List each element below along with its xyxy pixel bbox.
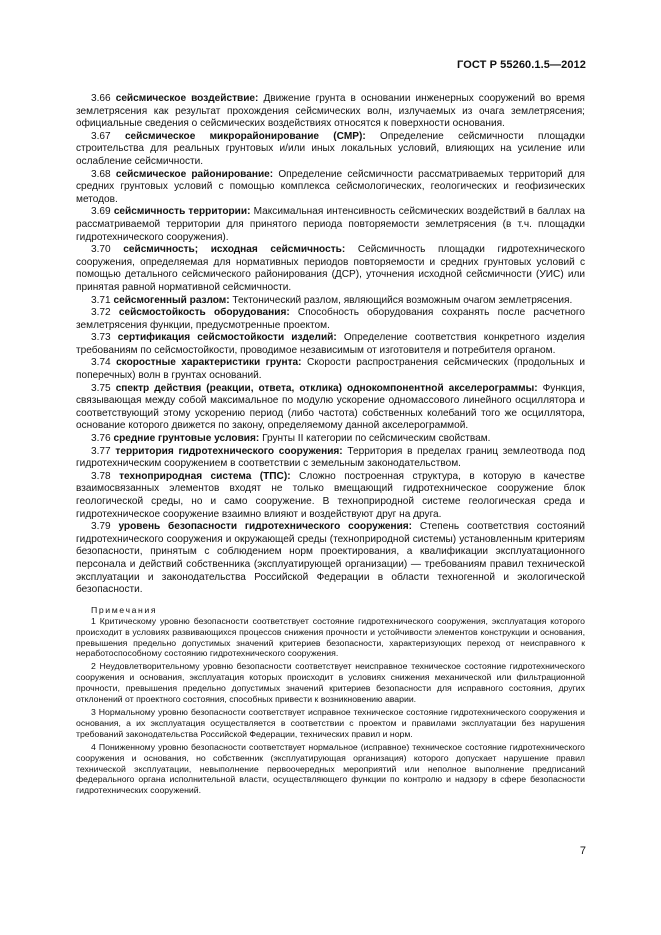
term-definition: Тектонический разлом, являющийся возможным очагом землетрясения. [232, 294, 573, 306]
term-number: 3.74 [91, 357, 111, 369]
note-item: 4 Пониженному уровню безопасности соответствует нормальное (исправное) техническое состояние гидротехнического сооружения и основания, но собственник (эксплуатирующая организация) которого допускает нарушение правил технической эксплуатации, невыполнение первоочередных мероприятий или неполное выполнение предписаний федерального органа исполнительной власти, осуществляющего функции по контролю и надзору в сфере безопасности гидротехнических сооружений. [76, 741, 585, 796]
document-body [76, 93, 585, 798]
term-entry [76, 433, 585, 446]
page-number: 7 [579, 845, 586, 857]
term-name: сейсмогенный разлом: [113, 294, 230, 306]
term-definition: Сложно построенная структура, в которую в качестве взаимосвязанных элементов входят не только вмещающий гидротехническое сооружение блок геологической среды, но и само сооружение. В технoприродной системе геологическая среда и гидротехническое сооружение взаимно влияют и воздействуют друг на друга. [76, 470, 586, 520]
term-number: 3.70 [91, 244, 111, 256]
term-name: сейсмичность территории: [113, 206, 251, 218]
term-entry [76, 357, 585, 382]
term-entry [76, 446, 585, 471]
notes-title: Примечания [91, 604, 158, 615]
term-definition: Максимальная интенсивность сейсмических воздействий в баллах на рассматриваемой территории для принятого периода повторяемости землетрясения (в т.ч. площадки гидротехнического сооружения). [76, 206, 586, 243]
term-definition: Скорости распространения сейсмических (продольных и поперечных) волн в грунтах оснований. [76, 357, 585, 382]
term-definition: Определение сейсмичности рассматриваемых территорий для средних грунтовых условий с помощью комплекса сейсмологических, геологических и геофизических методов. [76, 168, 586, 205]
term-number: 3.69 [91, 206, 111, 218]
note-item: 2 Неудовлетворительному уровню безопасности соответствует неисправное техническое состояние гидротехнического сооружения и основания, эксплуатация которых происходит в условиях снижения механической или фильтрационной прочности, превышения предельно допустимых значений критериев безопасности для исправного состояния, других отклонений от проектного состояния, способных привести к возникновению аварии. [76, 661, 585, 705]
term-name: уровень безопасности гидротехнического сооружения: [118, 521, 413, 533]
term-entry [76, 206, 585, 244]
term-entry [76, 307, 585, 332]
term-name: сейсмостойкость оборудования: [118, 307, 290, 319]
note-item: 1 Критическому уровню безопасности соответствует состояние гидротехнического сооружения, эксплуатация которого происходит в условиях развивающихся процессов снижения прочности и устойчивости элементов конструкции и основания, превышения предельно допустимых значений критериев безопасности, характеризующих переход от неисправного к неработоспособному состоянию гидротехнического сооружения. [76, 615, 585, 659]
term-definition: Определение сейсмичности площадки строительства для реальных грунтовых и/или иных локальных условий, влияющих на усиление или ослабление сейсмичности. [76, 130, 585, 167]
term-definition: Функция, связывающая между собой максимальное по модулю ускорение одномассового линейного осциллятора и соответствующий этому ускорению период (либо частота) собственных колебаний того же осциллятора, основание которого движется по закону, определяемому данной акселерограммой. [76, 382, 585, 432]
term-number: 3.68 [91, 168, 111, 180]
term-entry [76, 131, 585, 169]
term-name: территория гидротехнического сооружения: [115, 445, 343, 457]
term-name: сейсмическое районирование: [115, 168, 274, 180]
term-entry [76, 169, 585, 207]
term-entry [76, 295, 585, 308]
term-entry [76, 471, 585, 521]
term-definition: Степень соответствия состояний гидротехнического сооружения и окружающей среды (технoприродной системы) установленным критериям безопасности, принятым с соблюдением норм проектирования, а квалификации эксплуатационного персонала и действий собственника (эксплуатирующей организации) — требованиям правил технической эксплуатации и законодательства Российской Федерации в области техногенной и экологической безопасности. [76, 521, 585, 596]
term-name: спектр действия (реакции, ответа, отклика) однокомпонентной акселерограммы: [115, 382, 538, 394]
term-definition: Территория в пределах границ землеотвода под гидротехническим сооружением в соответствии с земельным законодательством. [76, 445, 585, 470]
term-definition: Грунты II категории по сейсмическим свойствам. [262, 433, 491, 445]
terms-list [76, 93, 585, 597]
term-entry [76, 521, 585, 597]
term-number: 3.73 [91, 332, 111, 344]
term-name: технoприродная система (ТПС): [119, 470, 291, 482]
term-entry [76, 383, 585, 433]
term-name: сейсмичность; исходная сейсмичность: [123, 244, 346, 256]
term-number: 3.78 [91, 470, 111, 482]
term-entry [76, 332, 585, 357]
term-definition: Сейсмичность площадки гидротехнического сооружения, определяемая для нормативных периодов повторяемости и средних грунтовых условий с помощью детального сейсмического районирования (ДСР), уточнения исходной сейсмичности (УИС) или принятая равной нормативной сейсмичности. [76, 244, 586, 293]
term-entry [76, 244, 585, 294]
note-item: 3 Нормальному уровню безопасности соответствует исправное техническое состояние гидротехнического сооружения и основания, а их эксплуатация осуществляется в соответствии с проектом и правилами эксплуатации без нарушения требований законодательства Российской Федерации, технических правил и норм. [76, 707, 585, 739]
term-number: 3.71 [91, 294, 111, 306]
term-number: 3.79 [91, 521, 111, 533]
term-name: скоростные характеристики грунта: [116, 357, 302, 369]
term-number: 3.67 [91, 130, 111, 142]
notes-list [76, 616, 585, 797]
term-definition: Движение грунта в основании инженерных сооружений во время землетрясения как результат прохождения сейсмических волн, излучаемых из очага землетрясения; официальные сведения о сейсмических воздействиях относятся к поверхности основания. [76, 93, 585, 130]
notes-section [76, 605, 585, 797]
term-number: 3.77 [91, 445, 111, 457]
term-name: средние грунтовые условия: [113, 433, 260, 445]
term-number: 3.76 [91, 433, 111, 445]
term-name: сертификация сейсмостойкости изделий: [117, 332, 337, 344]
term-number: 3.75 [91, 382, 111, 394]
term-name: сейсмическое воздействие: [115, 93, 259, 104]
term-entry [76, 93, 585, 131]
term-definition: Определение соответствия конкретного изделия требованиям по сейсмостойкости, проводимое независимым от изготовителя и потребителя органом. [76, 332, 586, 356]
term-number: 3.72 [91, 307, 111, 319]
term-number: 3.66 [91, 93, 111, 104]
document-code-header: ГОСТ Р 55260.1.5—2012 [457, 59, 586, 71]
term-definition: Способность оборудования сохранять после расчетного землетрясения функции, предусмотренные проектом. [76, 307, 585, 331]
term-name: сейсмическое микрорайонирование (СМР): [124, 130, 366, 142]
